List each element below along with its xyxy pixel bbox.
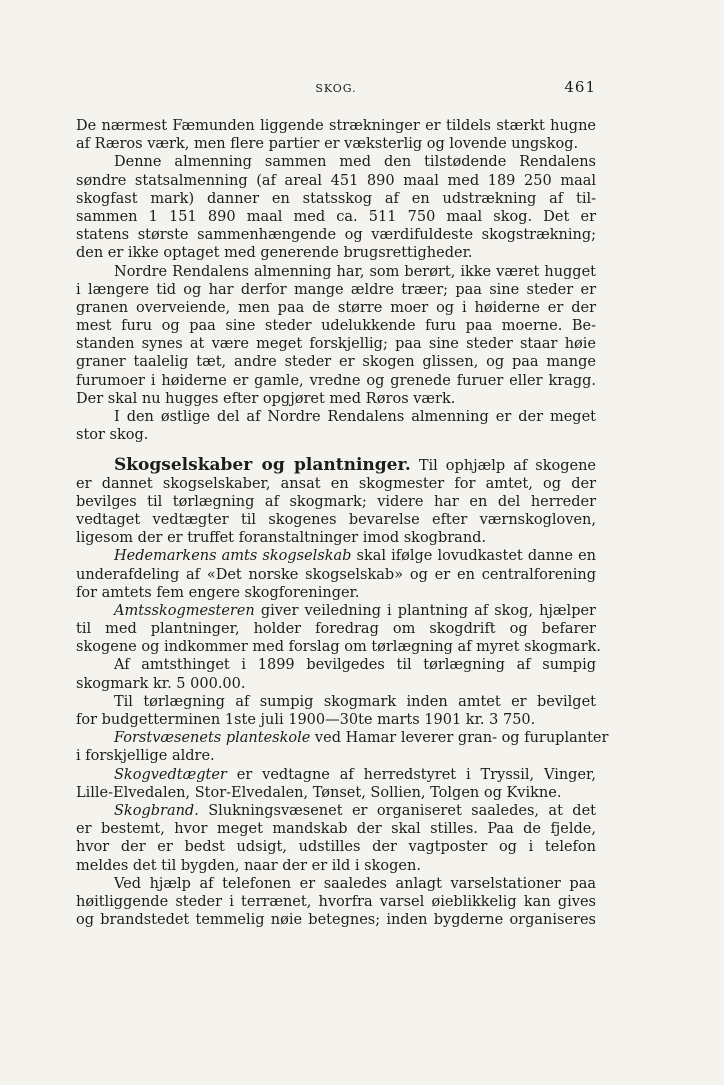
text-line: Ved hjælp af telefonen er saaledes anlagt varselstationer paa (114, 875, 596, 892)
text-line (76, 547, 596, 565)
text-run: skal ifølge lovudkastet danne en (351, 548, 597, 565)
text-line (76, 456, 596, 474)
text-line: i forskjellige aldre. (76, 748, 215, 765)
text-line: stor skog. (76, 427, 149, 444)
body-text (76, 117, 609, 929)
text-line: I den østlige del af Nordre Rendalens almenning er der meget (114, 409, 596, 425)
text-line (76, 729, 609, 747)
text-line: Af amtsthinget i 1899 bevilgedes til tørlægning af sumpig (114, 657, 596, 674)
text-line: Lille-Elvedalen, Stor-Elvedalen, Tønset, Sollien, Tolgen og Kvikne. (76, 784, 562, 801)
section-heading: Skogselskaber og plantninger. (114, 455, 411, 476)
text-run: Til ophjælp af skogene (410, 458, 596, 475)
text-line: standen synes at være meget forskjellig; paa sine steder staar høie (76, 336, 596, 353)
italic-term: Skogbrand. (114, 802, 199, 819)
text-line: bevilges til tørlægning af skogmark; videre har en del herreder (76, 493, 596, 510)
page-number: 461 (564, 78, 596, 96)
text-line: graner taalelig tæt, andre steder er skogen glissen, og paa mange (76, 354, 596, 371)
text-line: mest furu og paa sine steder udelukkende furu paa moerne. Be- (76, 318, 596, 335)
text-line: Til tørlægning af sumpig skogmark inden amtet er bevilget (114, 693, 596, 710)
text-line: De nærmest Fæmunden liggende strækninger er tildels stærkt hugne (76, 118, 596, 134)
italic-term: Hedemarkens amts skogselskab (114, 548, 352, 565)
text-line: søndre statsalmenning (af areal 451 890 maal med 189 250 maal (76, 172, 596, 189)
text-line: Denne almenning sammen med den tilstødende Rendalens (114, 154, 596, 171)
text-line: skogfast mark) danner en statsskog af en udstrækning af til- (76, 190, 596, 207)
text-line: ligesom der er truffet foranstaltninger imod skogbrand. (76, 530, 487, 547)
italic-term: Forstvæsenets planteskole (114, 730, 311, 747)
text-line: den er ikke optaget med generende brugsrettigheder. (76, 245, 473, 262)
text-line: Der skal nu hugges efter opgjøret med Røros værk. (76, 390, 456, 407)
text-line: skogmark kr. 5 000.00. (76, 675, 246, 692)
text-line: i længere tid og har derfor mange ældre træer; paa sine steder er (76, 281, 596, 298)
text-line (76, 802, 596, 820)
text-run: ved Hamar leverer gran- og furuplanter (310, 730, 609, 747)
text-line: for budgetterminen 1ste juli 1900—30te marts 1901 kr. 3 750. (76, 712, 536, 728)
text-line: granen overveiende, men paa de større moer og i høiderne er der (76, 299, 596, 316)
text-line (76, 766, 596, 784)
text-line: furumoer i høiderne er gamle, vredne og grenede furuer eller kragg. (76, 372, 596, 389)
text-line: statens største sammenhængende og værdifuldeste skogstrækning; (76, 227, 596, 244)
text-run: giver veiledning i plantning af skog, hjælper (254, 602, 596, 619)
text-line: skogene og indkommer med forslag om tørlægning af myret skogmark. (76, 639, 602, 656)
text-line: er dannet skogselskaber, ansat en skogmester for amtet, og der (76, 475, 596, 492)
italic-term: Amtsskogmesteren (114, 602, 255, 619)
text-line: meldes det til bygden, naar der er ild i skogen. (76, 857, 421, 874)
text-line: sammen 1 151 890 maal med ca. 511 750 maal skog. Det er (76, 208, 596, 225)
text-line: af Ræros værk, men flere partier er væksterlig og lovende ungskog. (76, 136, 579, 153)
text-run: Slukningsvæsenet er organiseret saaledes, at det (198, 802, 596, 819)
text-line: til med plantninger, holder foredrag om skogdrift og befarer (76, 621, 596, 638)
text-run: er vedtagne af herredstyret i Tryssil, Vinger, (226, 766, 596, 783)
text-line: høitliggende steder i terrænet, hvorfra varsel øieblikkelig kan gives (76, 893, 596, 910)
running-head: SKOG. (315, 82, 357, 95)
text-line: vedtaget vedtægter til skogenes bevarelse efter værnskogloven, (76, 511, 596, 528)
text-line: for amtets fem engere skogforeninger. (76, 584, 360, 601)
text-line: hvor der er bedst udsigt, udstilles der vagtposter og i telefon (76, 839, 596, 856)
text-line: og brandstedet temmelig nøie betegnes; inden bygderne organiseres (76, 912, 596, 929)
text-line: underafdeling af «Det norske skogselskab» og er en centralforening (76, 566, 596, 583)
page-header (76, 78, 596, 98)
italic-term: Skogvedtægter (114, 766, 227, 783)
text-line: Nordre Rendalens almenning har, som berørt, ikke været hugget (114, 263, 596, 280)
text-line (76, 602, 596, 620)
text-line: er bestemt, hvor meget mandskab der skal stilles. Paa de fjelde, (76, 821, 596, 838)
